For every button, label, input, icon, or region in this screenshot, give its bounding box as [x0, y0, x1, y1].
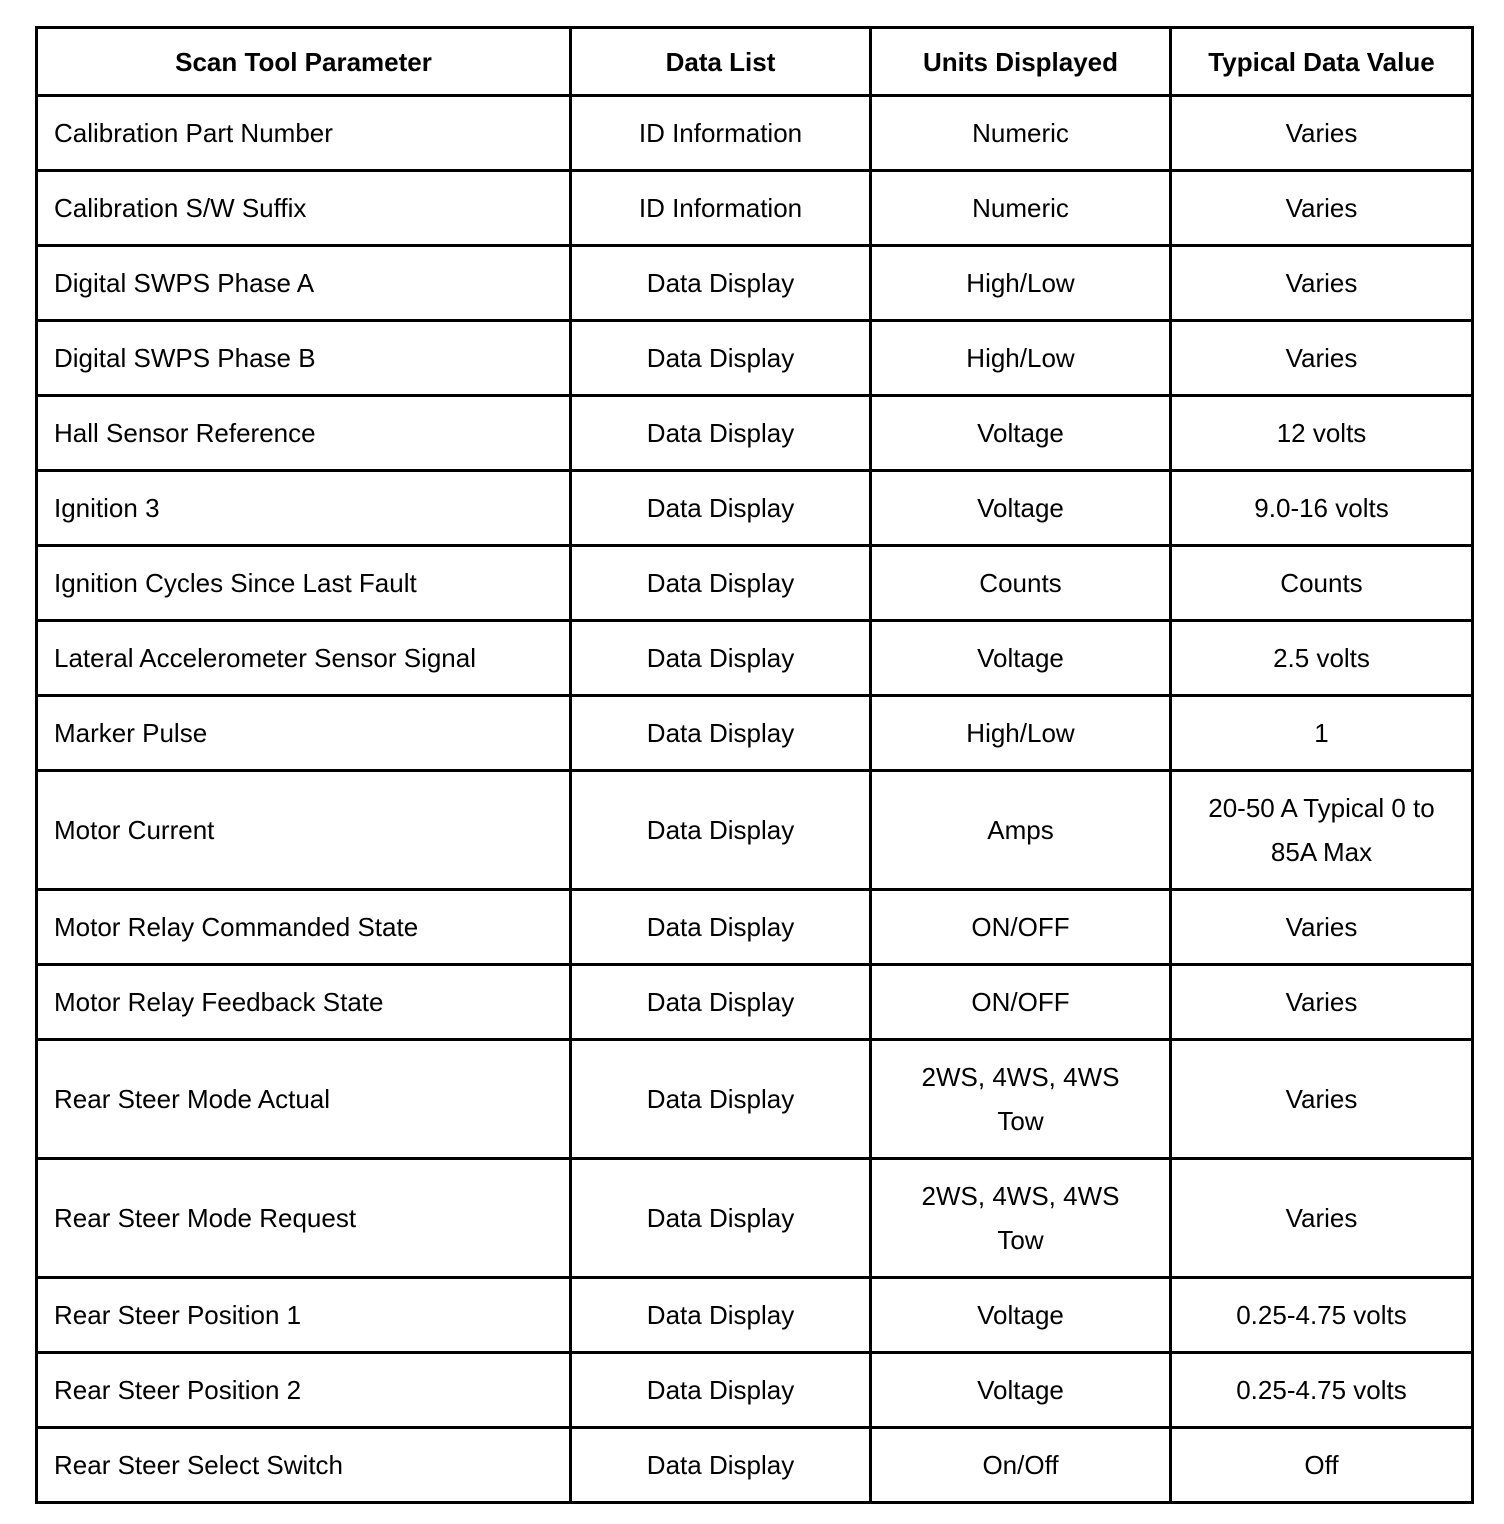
table-row — [37, 890, 1473, 965]
units-cell: On/Off — [871, 1428, 1171, 1503]
units-text: 2WS, 4WS, 4WS Tow — [921, 1062, 1120, 1136]
parameter-cell: Motor Relay Feedback State — [37, 965, 571, 1040]
typical-value-cell: Varies — [1171, 171, 1473, 246]
table-row — [37, 621, 1473, 696]
parameter-cell: Rear Steer Mode Actual — [37, 1040, 571, 1159]
data-list-cell: Data Display — [571, 246, 871, 321]
data-list-cell: Data Display — [571, 1353, 871, 1428]
data-list-cell: Data Display — [571, 1040, 871, 1159]
table-row — [37, 1040, 1473, 1159]
table-row — [37, 696, 1473, 771]
parameter-cell: Ignition 3 — [37, 471, 571, 546]
parameter-cell: Rear Steer Select Switch — [37, 1428, 571, 1503]
units-cell: High/Low — [871, 696, 1171, 771]
typical-value-cell: 1 — [1171, 696, 1473, 771]
typical-value-cell: Counts — [1171, 546, 1473, 621]
scan-tool-data-table — [35, 26, 1474, 1504]
header-scan-tool-parameter: Scan Tool Parameter — [37, 28, 571, 96]
table-row — [37, 246, 1473, 321]
units-cell: Numeric — [871, 96, 1171, 171]
typical-value-cell: Off — [1171, 1428, 1473, 1503]
table-row — [37, 321, 1473, 396]
header-row — [37, 28, 1473, 96]
parameter-cell: Digital SWPS Phase B — [37, 321, 571, 396]
typical-value-cell: Varies — [1171, 965, 1473, 1040]
table-row — [37, 1159, 1473, 1278]
data-list-cell: Data Display — [571, 546, 871, 621]
table-row — [37, 965, 1473, 1040]
typical-value-cell: Varies — [1171, 96, 1473, 171]
table-row — [37, 771, 1473, 890]
parameter-cell: Rear Steer Position 2 — [37, 1353, 571, 1428]
data-list-cell: Data Display — [571, 321, 871, 396]
parameter-cell: Lateral Accelerometer Sensor Signal — [37, 621, 571, 696]
parameter-cell: Ignition Cycles Since Last Fault — [37, 546, 571, 621]
data-list-cell: Data Display — [571, 890, 871, 965]
typical-value-cell: 0.25-4.75 volts — [1171, 1353, 1473, 1428]
units-cell: Voltage — [871, 1353, 1171, 1428]
typical-value-cell: Varies — [1171, 890, 1473, 965]
units-cell: Voltage — [871, 471, 1171, 546]
parameter-cell: Hall Sensor Reference — [37, 396, 571, 471]
typical-value-text: 20-50 A Typical 0 to 85A Max — [1208, 793, 1435, 867]
typical-value-cell: Varies — [1171, 1040, 1473, 1159]
units-cell — [871, 1159, 1171, 1278]
typical-value-cell: Varies — [1171, 1159, 1473, 1278]
header-data-list: Data List — [571, 28, 871, 96]
data-list-cell: Data Display — [571, 696, 871, 771]
table-row — [37, 1278, 1473, 1353]
data-list-cell: Data Display — [571, 771, 871, 890]
typical-value-cell: Varies — [1171, 321, 1473, 396]
table-row — [37, 1428, 1473, 1503]
table-header — [37, 28, 1473, 96]
units-cell: High/Low — [871, 321, 1171, 396]
data-list-cell: Data Display — [571, 471, 871, 546]
data-list-cell: Data Display — [571, 965, 871, 1040]
typical-value-cell: 0.25-4.75 volts — [1171, 1278, 1473, 1353]
parameter-cell: Calibration S/W Suffix — [37, 171, 571, 246]
table-row — [37, 471, 1473, 546]
typical-value-cell — [1171, 771, 1473, 890]
table-row — [37, 96, 1473, 171]
table-body — [37, 96, 1473, 1503]
header-typical-data-value: Typical Data Value — [1171, 28, 1473, 96]
table-row — [37, 171, 1473, 246]
units-cell: ON/OFF — [871, 890, 1171, 965]
parameter-cell: Motor Current — [37, 771, 571, 890]
parameter-cell: Rear Steer Position 1 — [37, 1278, 571, 1353]
units-cell — [871, 1040, 1171, 1159]
header-units-displayed: Units Displayed — [871, 28, 1171, 96]
table-row — [37, 396, 1473, 471]
typical-value-cell: Varies — [1171, 246, 1473, 321]
units-cell: Voltage — [871, 621, 1171, 696]
units-text: 2WS, 4WS, 4WS Tow — [921, 1181, 1120, 1255]
units-cell: Voltage — [871, 1278, 1171, 1353]
table-row — [37, 1353, 1473, 1428]
parameter-cell: Calibration Part Number — [37, 96, 571, 171]
parameter-cell: Digital SWPS Phase A — [37, 246, 571, 321]
parameter-cell: Motor Relay Commanded State — [37, 890, 571, 965]
data-list-cell: ID Information — [571, 96, 871, 171]
typical-value-cell: 9.0-16 volts — [1171, 471, 1473, 546]
parameter-cell: Rear Steer Mode Request — [37, 1159, 571, 1278]
units-cell: Numeric — [871, 171, 1171, 246]
typical-value-cell: 2.5 volts — [1171, 621, 1473, 696]
table-row — [37, 546, 1473, 621]
units-cell: Amps — [871, 771, 1171, 890]
data-list-cell: ID Information — [571, 171, 871, 246]
data-list-cell: Data Display — [571, 621, 871, 696]
parameter-cell: Marker Pulse — [37, 696, 571, 771]
data-list-cell: Data Display — [571, 1159, 871, 1278]
units-cell: Counts — [871, 546, 1171, 621]
typical-value-cell: 12 volts — [1171, 396, 1473, 471]
data-list-cell: Data Display — [571, 396, 871, 471]
units-cell: ON/OFF — [871, 965, 1171, 1040]
units-cell: High/Low — [871, 246, 1171, 321]
data-list-cell: Data Display — [571, 1278, 871, 1353]
data-list-cell: Data Display — [571, 1428, 871, 1503]
units-cell: Voltage — [871, 396, 1171, 471]
